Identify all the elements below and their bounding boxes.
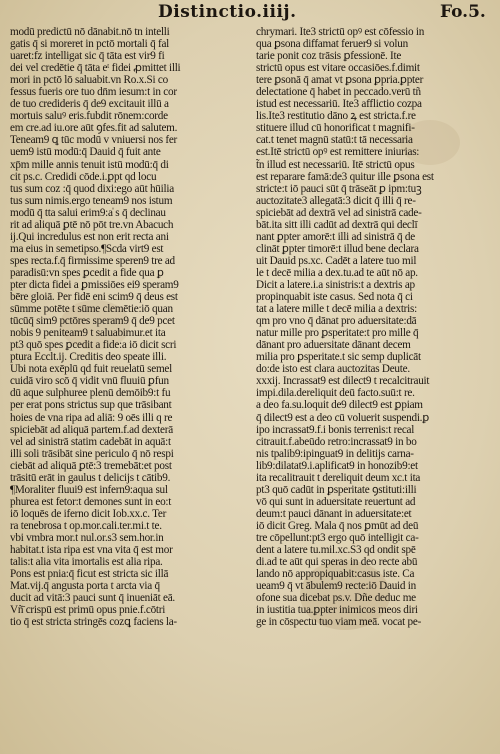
text-line: Ubi nota exēplū qd fuit reuelatū semel <box>10 363 172 376</box>
text-line: dānant pro aduersitate dānant decem <box>256 339 411 352</box>
text-line: tus sum coz :q̄ quod dixi:ego aūt hūilia <box>10 182 174 195</box>
text-line: Mat.vij.q̄ angusta porta t arcta via q̄ <box>10 580 160 593</box>
text-line: ciebāt ad aliquā ꝑtē:3 tremebāt:et post <box>10 459 172 472</box>
text-line: modū predictū nō dānabit.nō tn intelli <box>10 26 170 38</box>
text-line: lib9:dilatat9.i.aplificat9 in honozib9:et <box>256 459 418 472</box>
text-line: propinquabit iste casus. Sed nota q̄ ci <box>256 291 413 304</box>
text-line: paradisū:vn spes ꝑcedit a fide qua ꝑ <box>10 266 164 279</box>
text-line: mortuis saluꝰ eris.fubdit rōnem:corde <box>10 110 168 123</box>
text-line: ij.Qui incredulus est non erit recta ani <box>10 230 169 243</box>
text-line: tio q̄ est stricta stringēs cozꝗ faciens la- <box>10 616 177 629</box>
text-line: de tuo credideris q̄ de9 excitauit illū a <box>10 98 169 111</box>
text-line: tus sum nimis.ergo teneam9 nos istum <box>10 194 173 207</box>
text-line: deum:t pauci dānant in aduersitate:et <box>256 507 412 520</box>
text-line: modū q̄ tta salui erim9:a̍ s q̄ declinau <box>10 206 166 219</box>
text-line: ducit ad vitā:3 pauci sunt q̄ inueniāt eā. <box>10 592 175 605</box>
text-line: lando nō appropiquabit:casus iste. Ca <box>256 568 415 581</box>
text-line: ofone sua dicebat ps.v. Dñe deduc me <box>256 592 416 605</box>
text-line: pt3 quō cadūt in ꝑsperitate ꝯstituti:illi <box>256 483 417 496</box>
text-line: ptura Ecclt.ij. Creditis deo speate illi. <box>10 351 167 364</box>
text-line: est reparare famā:de3 quitur ille ꝑsona est <box>256 170 434 183</box>
text-line: tūcūq̄ sim9 pctōres speram9 q̄ de9 pcet <box>10 315 175 328</box>
text-line: ipo incrassat9.f.i bonis terrenis:t recal <box>256 423 415 436</box>
text-line: chrymari. Ite3 strictū opꝰ est cōfessio in <box>256 26 425 38</box>
text-line: uaret:fz intelligat sic q̄ tāta est vir9 fi <box>10 50 165 63</box>
text-line: impi.dila.dereliquit deū facto.suū:t re. <box>256 387 415 400</box>
text-line: a deo fa.su.loquit de9 dilect9 est ꝑpiam <box>256 399 423 412</box>
text-line: strictū opus est vitare occasiōes.f.dimit <box>256 62 420 75</box>
text-line: Teneam9 ꝗ tūc modū v vniuersi nos fer <box>10 134 178 147</box>
text-line: spiciebāt ad aliquā partem.f.ad dexterā <box>10 423 173 436</box>
text-line: spiciebāt ad dextrā vel ad sinistrā cade- <box>256 206 422 219</box>
text-line: illi soli trāsibāt sine periculo q̄ nō respi <box>10 447 174 460</box>
text-line: tre cōpellunt:pt3 ergo quō intelligit ca- <box>256 531 419 544</box>
text-line: q̄ dilect9 est a deo cū voluerit suspendi.ꝑ <box>256 411 430 424</box>
text-line: ita recalitrauit t dereliquit deum xc.t ita <box>256 471 421 484</box>
page-header <box>0 2 500 24</box>
text-line: auctozitate3 allegatā:3 dicit q̄ illi q̄ re- <box>256 194 416 207</box>
text-line: em cre.ad iu.ore aūt ꝯfes.fit ad salutem. <box>10 122 178 135</box>
folio-number: Fo.5. <box>440 2 486 22</box>
text-line: trāsitū erāt in gaulus t delicijs t cātib9. <box>10 471 171 484</box>
text-column-right <box>256 26 496 628</box>
text-line: cit ps.c. Credidi cōde.i.ꝑpt qd locu <box>10 170 157 183</box>
text-line: iō loquēs de iferno dicit Iob.xx.c. Ter <box>10 507 167 520</box>
text-line: tat a latere mille t decē milia a dextris: <box>256 303 417 316</box>
text-line: natur mille pro ꝑsperitate:t pro mille q̄ <box>256 327 419 340</box>
text-line: talis:t alia vita imortalis est alia ripa. <box>10 556 163 569</box>
text-line: clināt ꝑpter timorē:t illud bene declara <box>256 242 419 255</box>
text-line: pt3 quō spes ꝑcedit a fide:a iō dicit scri <box>10 339 177 352</box>
text-line: Vñ̄ crispū est primū opus pnie.f.cōtri <box>10 604 166 617</box>
text-line: phurea est fetor:t demones sunt in eo:t <box>10 495 172 508</box>
text-line: in iustitia tua.ꝑpter inimicos meos diri <box>256 604 418 617</box>
text-line: spes recta.f.q̄ firmissime speren9 tre ad <box>10 254 175 267</box>
text-line: uit Dauid ps.xc. Cadēt a latere tuo mil <box>256 254 417 267</box>
text-line: lis.Ite3 restitutio dāno ꝝ est stricta.f.re <box>256 110 416 123</box>
text-line: uem9 istū modū:q̄ Dauid q̄ fuit ante <box>10 146 161 159</box>
text-line: ge in cōspectu tuo viam meā. vocat pe- <box>256 616 422 629</box>
text-line: fessus fueris ore tuo dn̄m iesum:t in cor <box>10 86 177 99</box>
text-line: t̃n illud est necessariū. Itē strictū opus <box>256 158 415 171</box>
text-line: qm pro vno q̄ dānat pro aduersitate:dā <box>256 315 417 328</box>
text-line: gatis q̄ si moreret in pctō mortali q̄ fal <box>10 38 170 51</box>
text-line: qua ꝑsona diffamat feruer9 si volun <box>256 38 408 51</box>
text-line: rit ad aliquā ꝑtē nō pōt tre.vn Abacuch <box>10 218 174 231</box>
text-line: xp̄m mille annis tenuit istū modū:q̄ di <box>10 158 169 171</box>
text-line: do:de isto est clara auctozitas Deute. <box>256 363 410 376</box>
text-line: iō dicit Greg. Mala q̄ nos ꝑmūt ad deū <box>256 519 419 532</box>
text-line: dū aque sulphuree plenū demōib9:t fu <box>10 387 171 400</box>
text-line: di.ad te aūt qui speras in deo recte abū <box>256 556 418 569</box>
text-line: ra tenebrosa t op.mor.cali.ter.mi.t te. <box>10 519 162 532</box>
text-line: milia pro ꝑsperitate.t sic semp duplicāt <box>256 351 421 364</box>
text-line: sūmme potēte t sūme clemētie:iō quan <box>10 303 173 316</box>
text-line: citrauit.f.abeūdo retro:incrassat9 in bo <box>256 435 417 448</box>
text-line: habitat.t ista ripa est vna vita q̄ est mor <box>10 544 173 557</box>
text-line: ueam9 q̄ vt ābulem9 recte:iō Dauid in <box>256 580 417 593</box>
text-line: cuidā viro scō q̄ vidit vnū fluuiū ꝑfun <box>10 375 169 388</box>
text-line: nant ꝑpter amorē:t illi ad sinistrā q̄ de <box>256 230 415 243</box>
text-line: vō qui sunt in aduersitate reuertunt ad <box>256 495 416 508</box>
text-line: bēre gloiā. Per fidē eni scim9 q̄ deus est <box>10 291 178 304</box>
text-line: dent a latere tu.mil.xc.S3 qd ondit spē <box>256 544 416 557</box>
running-head: Distinctio.iiij. <box>158 2 297 22</box>
text-line: nobis 9 peniteam9 t saluabimur.et ita <box>10 327 166 340</box>
text-line: le t decē milia a dex.tu.ad te aūt nō ap. <box>256 266 418 279</box>
text-line: istud est necessariū. Ite3 afflictio cozpa <box>256 98 422 111</box>
text-column-left <box>10 26 248 628</box>
text-line: pter dicta fidei a ꝑmissiōes ei9 speram9 <box>10 278 179 291</box>
text-line: bāt.ita sitt illi cadūt ad dextrā qui declī <box>256 218 418 231</box>
text-line: stituere illud cū honorificat t magnifi- <box>256 122 415 135</box>
text-line: nis tpalib9:ipinguat9 in delitijs carna- <box>256 447 414 460</box>
text-line: ma eius in semetipso.¶Scda virt9 est <box>10 242 164 255</box>
text-line: dei vel credētie q̄ tāta eᵗ fidei ꝓmittet illi <box>10 62 181 75</box>
text-line: mori in pctō lō saluabit.vn Ro.x.Si co <box>10 74 168 87</box>
text-line: Pons est pnia:q̄ ficut est stricta sic illā <box>10 568 169 581</box>
text-line: per erat pons strictus sup que trāsibant <box>10 399 172 412</box>
text-line: ¶Moraliter fluui9 est infern9:aqua sul <box>10 483 168 496</box>
text-line: vel ad sinistrā statim cadebāt in aquā:t <box>10 435 171 448</box>
text-line: cat.t tenet magnū statū:t tā necessaria <box>256 134 413 147</box>
text-line: tarie ponit coz trāsis ꝑfessionē. Ite <box>256 50 402 63</box>
text-line: delectatione q̄ habet in peccado.verū tñ <box>256 86 421 99</box>
text-line: est.Itē strictū opꝰ est remittere iniurias: <box>256 146 420 159</box>
text-line: tere ꝑsonā q̄ amat vt ꝑsona ꝑpria.ꝑpter <box>256 74 424 87</box>
text-line: stricte:t iō pauci sūt q̄ trāseāt ꝑ ipm:tuꝫ <box>256 182 422 195</box>
text-line: Dicit a latere.i.a sinistris:t a dextris ap <box>256 278 415 291</box>
text-line: xxxij. Incrassat9 est dilect9 t recalcitrauit <box>256 375 430 388</box>
text-line: hoies de vna ripa ad aliā: 9 oēs illi q re <box>10 411 173 424</box>
text-line: vbi vmbra mor.t nul.or.s3 sem.hor.in <box>10 531 164 544</box>
